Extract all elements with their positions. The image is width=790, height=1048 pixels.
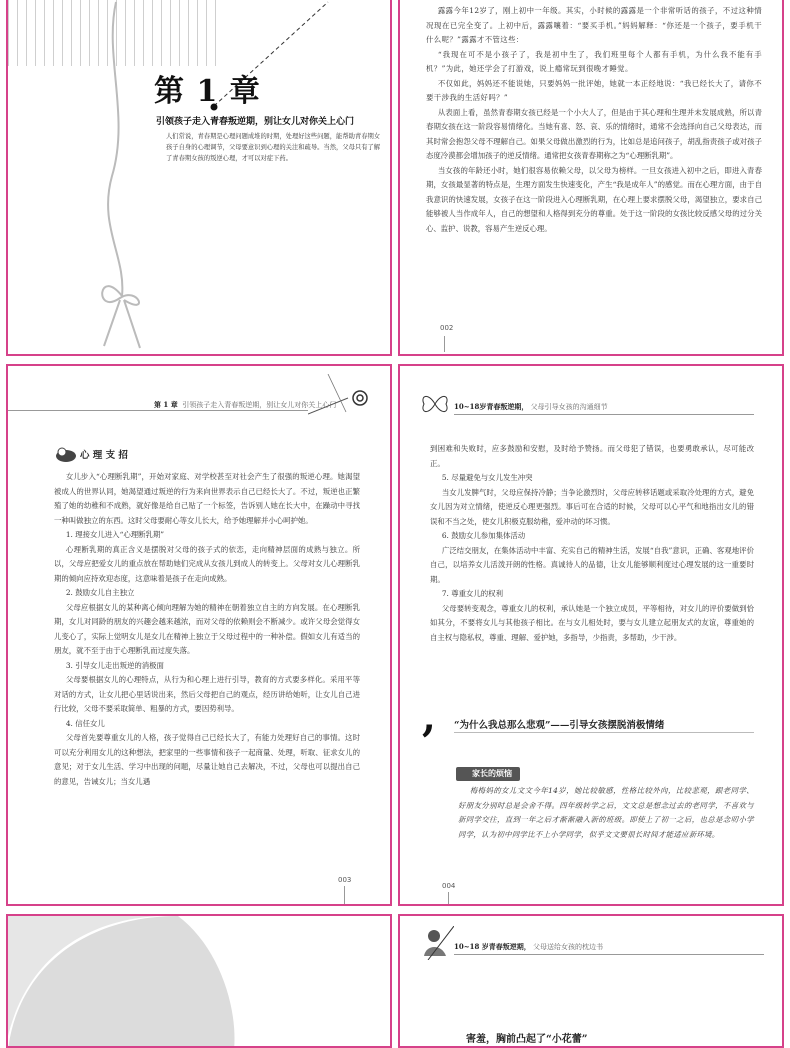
paragraph: 广泛结交朋友，在集体活动中丰富、充实自己的精神生活，发展“自我”意识，正确、客观地评价自己，以培养女儿活泼开朗的性格。真诚待人的品德，让女儿能够顺利度过心理发展的这一重要时期。 — [430, 545, 754, 584]
header-rule — [454, 954, 764, 955]
chapter-intro: 人们常说，青春期是心理问题成堆的时期，处理好这些问题，能帮助青春期女孩子自身的心理调节，父母要意识到心理的关注和疏导。当然，父母只有了解了青春期女孩的叛逆心理，才可以对症下药。 — [166, 133, 381, 162]
page-number: 002 — [440, 324, 454, 332]
paragraph: 心理断乳期的真正含义是摆脱对父母的孩子式的依恋，走向精神层面的成熟与独立。所以，父母应把爱女儿的重点放在帮助她们完成从女孩儿到成人的转变上。父母对女儿心理断乳期的倾向应持欢迎态度，这意味着是孩子在走向成熟。 — [54, 544, 360, 583]
chapter-title: 引领孩子走入青春叛逆期，别让女儿对你关上心门 — [156, 117, 355, 127]
paragraph: “我现在可不是小孩子了，我是初中生了，我们班里每个人都有手机，为什么我不能有手机？”为此，她还学会了打游戏，说上瘾常玩到很晚才睡觉。 — [426, 49, 762, 73]
running-header — [454, 402, 608, 412]
page-body-text — [426, 4, 762, 236]
paragraph: 父母要转变观念，尊重女儿的权利，承认她是一个独立成员，平等相待，对女儿的评价要做到恰如其分，不要将女儿与其他孩子相比。在与女儿相处时，要与女儿建立起朋友式的友谊，尊重她的自主权与隐私权，尊重、理解、爱护她，多指导，少指责，多帮助，少干涉。 — [430, 603, 754, 642]
page-number-tick — [444, 336, 445, 352]
quote-mark-icon: , — [422, 694, 436, 741]
header-rule — [454, 414, 754, 415]
section-heading: 害羞，胸前凸起了“小花蕾” — [466, 1034, 588, 1045]
decorative-arc — [8, 916, 392, 1048]
book-page-partial-left — [6, 914, 392, 1048]
section-heading: 心 理 支 招 — [80, 450, 128, 461]
numbered-subheading: 5. 尽量避免与女儿发生冲突 — [441, 473, 533, 482]
running-age: 10~18岁青春叛逆期， — [454, 402, 529, 411]
running-header — [454, 942, 603, 952]
numbered-subheading: 2. 鼓励女儿自主独立 — [65, 588, 135, 597]
page-number-tick — [344, 886, 345, 906]
running-chapter: 第 1 章 — [154, 400, 178, 409]
paragraph: 当女儿发脾气时，父母应保持冷静；当争论激烈时，父母应转移话题或采取冷处理的方式，避免女儿因为对立情绪，使逆反心理更强烈。事后可在合适的时候，父母可以心平气和地指出女儿的错误和不当之处，使女儿积极克服幼稚，爱冲动的坏习惯。 — [430, 487, 754, 526]
running-title: 引领孩子走入青春叛逆期，别让女儿对你关上心门 — [182, 401, 337, 409]
knot-ornament-icon — [308, 374, 388, 424]
section-rule — [454, 732, 754, 733]
paragraph: 父母要根据女儿的心理特点，从行为和心理上进行引导，教育的方式要多样化。采用平等对话的方式，让女儿把心里话说出来，然后父母把自己的观点，经历讲给她听，让女儿自己进行比较，父母不要采取简单、粗暴的方式，要因势利导。 — [54, 675, 360, 713]
page-body-text — [54, 470, 360, 789]
running-age: 10~18 岁青春叛逆期， — [454, 942, 531, 951]
girl-reading-icon — [418, 926, 454, 960]
paragraph: 露露今年12岁了，刚上初中一年级。其实，小时候的露露是一个非常听话的孩子，不过这种情况现在已完全变了。上初中后，露露嚷着：“要买手机。”妈妈解释：“你还是一个孩子，要手机干什么呢？”露露才不管这些： — [426, 6, 762, 44]
story-paragraph: 梅梅妈的女儿文文今年14岁，她比较敏感，性格比较外向，比较悲观，跟老同学、好朋友分别时总是会舍不得。四年级转学之后，文文总是想念过去的老同学，不喜欢与新同学交往，直到一年之后才渐渐融入新的班级。即使上了初一之后，也总是念叨小学同学，认为初中同学比不上小学同学，似乎文文要很长时间才能适应新环境。 — [458, 786, 754, 839]
book-page-003 — [6, 364, 392, 906]
paragraph: 女儿步入“心理断乳期”，开始对家庭、对学校甚至对社会产生了很强的叛逆心理。她渴望被成人的世界认同，她渴望通过叛逆的行为来向世界表示自己已经长大了。不过，叛逆也正繁殖了她的幼稚和不成熟，就好像是给自己贴了一个标签，告诉别人她在长大中，在躁动中寻找一种叫做独立的东西。这时父母要耐心等女儿长大，给予她理解并小心呵护她。 — [54, 472, 360, 525]
paragraph: 父母首先要尊重女儿的人格，孩子觉得自己已经长大了，有能力处理好自己的事情。这时可以充分利用女儿的这种想法，把家里的一些事情和孩子一起商量、处理，听取、征求女儿的意见；对于女儿生活、学习中出现的问题，尽量让她自己去解决，不过，父母也可以提出自己的意见，告诫女儿；当女儿遇 — [54, 733, 360, 786]
page-number: 003 — [338, 876, 352, 884]
paragraph: 父母应根据女儿的某种离心倾向理解为她的精神在朝着独立自主的方向发展。在心理断乳期，女儿对同龄的朋友的兴趣会越来越浓，而对父母的依赖则会不断减少。或许父母会觉得女儿变心了，实际上觉明女儿是女儿在精神上独立于父母过程中的一种补偿。假如女儿有适当的朋友，就不至于由于心理断乳而过度失落。 — [54, 602, 360, 655]
page-number: 004 — [442, 882, 456, 890]
book-page-partial-right — [398, 914, 784, 1048]
mascot-icon — [54, 446, 78, 462]
running-title: 父母送给女孩的枕边书 — [533, 943, 604, 951]
numbered-subheading: 7. 尊重女儿的权利 — [441, 589, 503, 598]
paragraph: 从表面上看，虽然青春期女孩已经是一个小大人了，但是由于其心理和生理并未发展成熟，所以青春期女孩在这一阶段容易情绪化。当她有喜、怒、哀、乐的情绪时，通常不会选择向自己父母表达，而其时常会抱怨父母不理解自己。如果父母做出激烈的行为，比如总是追问孩子，胡乱指责孩子或对孩子态度冷漠都会增加孩子的逆反情绪。通常把女孩青春期称之为“心理断乳期”。 — [426, 107, 762, 160]
story-text — [458, 784, 754, 842]
numbered-subheading: 4. 信任女儿 — [65, 718, 105, 728]
numbered-subheading: 1. 理接女儿进入“心理断乳期” — [65, 530, 165, 539]
chapter-number: 第 1 章 — [154, 74, 261, 109]
paragraph: 到困难和失败时，应多鼓励和安慰，及时给予赞扬。而父母犯了错误，也要勇敢承认，尽可能改正。 — [430, 444, 754, 468]
paragraph: 当女孩的年龄还小时，她们很容易依赖父母，以父母为榜样。一旦女孩进入初中之后，即进入青春期，女孩最显著的特点是，生理方面发生快速变化，产生“我是成年人”的感觉。而在心理方面，由于自我意识的快速发展，女孩子在这一阶段进入心理断乳期，在心理上要求摆脱父母，渴望独立，要求自己能够被人当作成年人，自己的想望和人格得到充分的尊重。处于这一阶段的女孩比较反感父母的过分关心、监护、说教，容易产生逆反心理。 — [426, 165, 762, 233]
running-title: 父母引导女孩的沟通细节 — [530, 403, 608, 411]
numbered-subheading: 3. 引导女儿走出叛逆的消极面 — [65, 660, 164, 670]
book-page-002 — [398, 0, 784, 356]
paragraph: 不仅如此，妈妈还不能说她，只要妈妈一批评她，她就一本正经地说：“我已经长大了，请你不要干涉我的生活好吗？” — [426, 78, 762, 102]
section-heading: “为什么我总那么悲观”——引导女孩摆脱消极情绪 — [454, 720, 665, 731]
page-body-text — [430, 442, 754, 645]
ribbon-decoration — [8, 0, 392, 356]
book-page-004 — [398, 364, 784, 906]
numbered-subheading: 6. 鼓励女儿参加集体活动 — [441, 531, 526, 540]
page-number-tick — [448, 892, 449, 906]
butterfly-icon — [420, 392, 450, 416]
header-rule — [8, 410, 308, 411]
book-page-chapter-opener — [6, 0, 392, 356]
sub-heading: 家长的烦恼 — [472, 768, 512, 778]
